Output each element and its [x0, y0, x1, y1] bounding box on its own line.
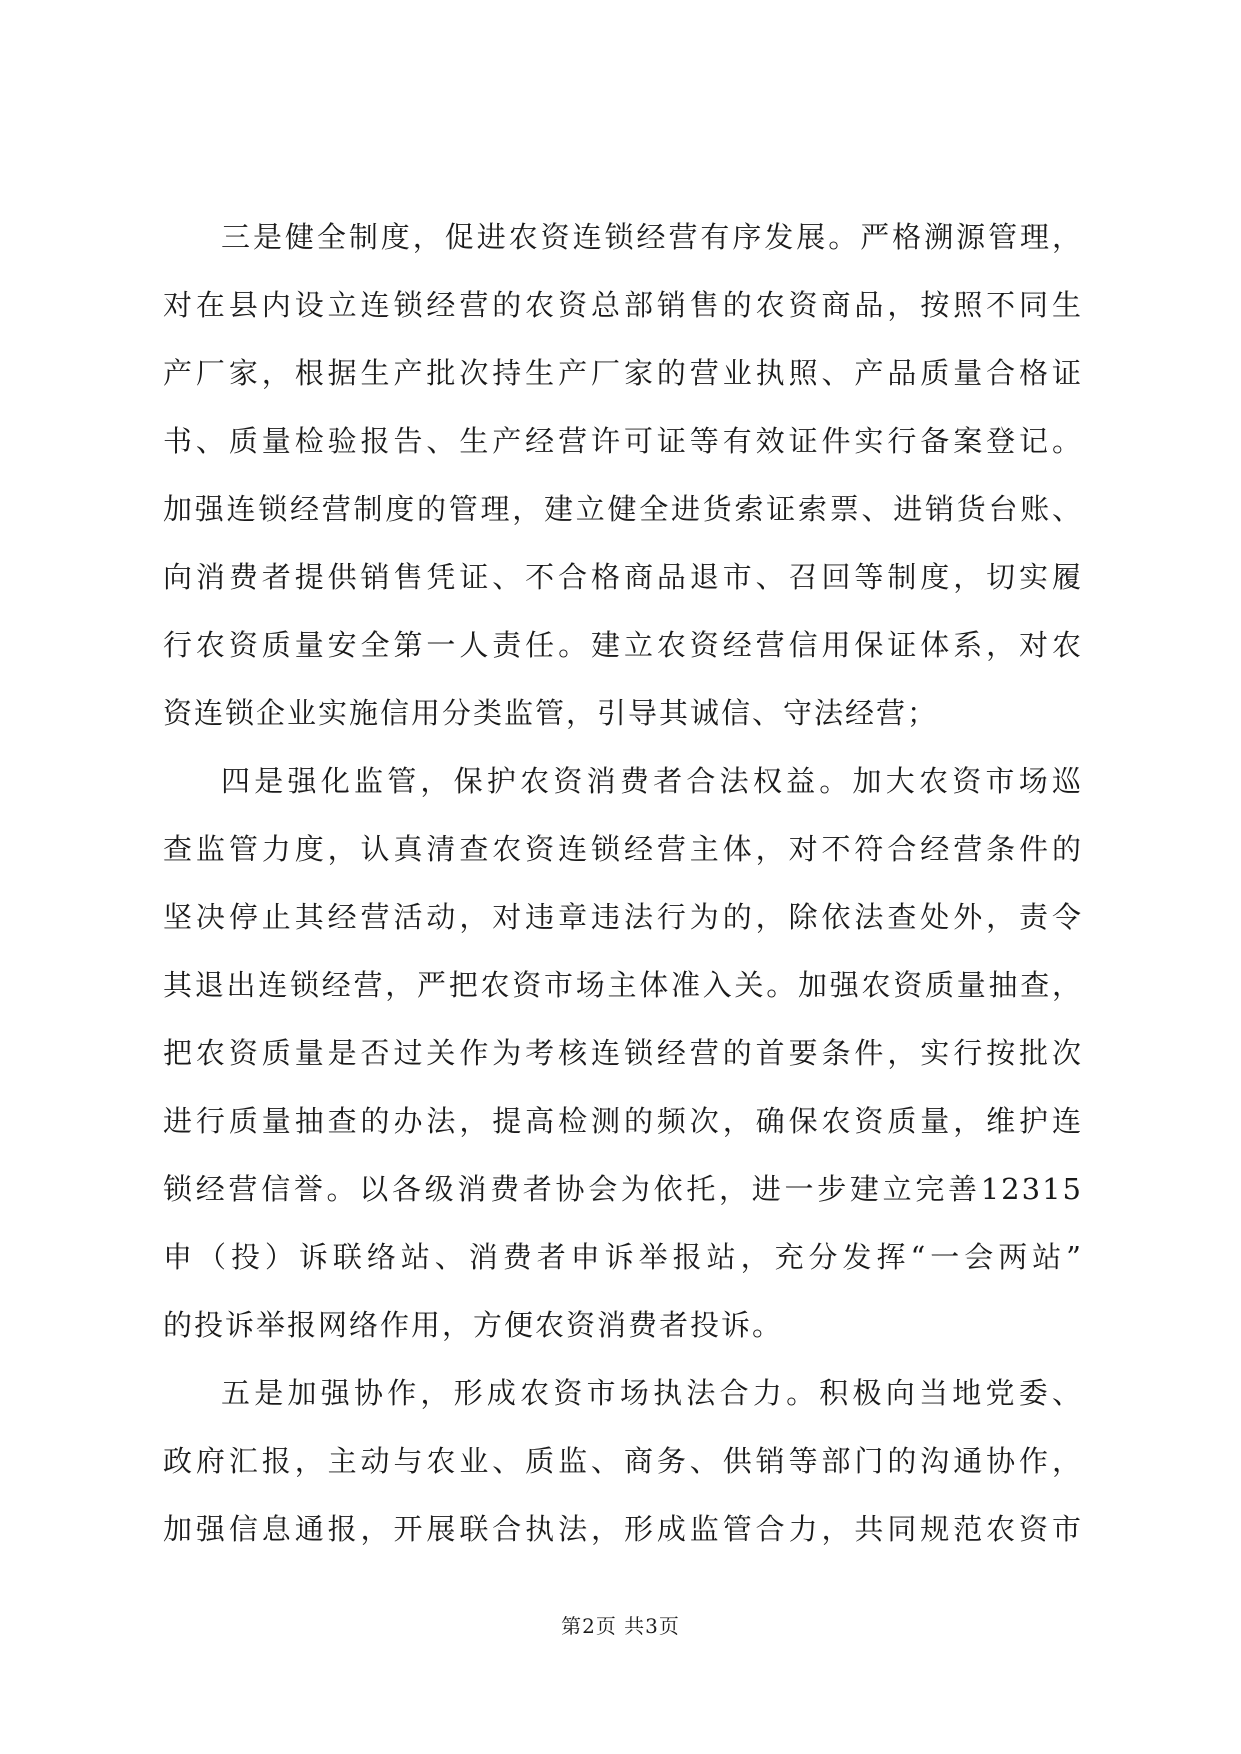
paragraph-3-line-6: 向消费者提供销售凭证、不合格商品退市、召回等制度，切实履 — [163, 560, 1083, 594]
paragraph-5-line-3: 加强信息通报，开展联合执法，形成监管合力，共同规范农资市 — [163, 1512, 1083, 1546]
paragraph-4-line-5: 把农资质量是否过关作为考核连锁经营的首要条件，实行按批次 — [163, 1036, 1083, 1070]
paragraph-3-line-8: 资连锁企业实施信用分类监管，引导其诚信、守法经营； — [163, 696, 939, 730]
paragraph-3-line-3: 产厂家，根据生产批次持生产厂家的营业执照、产品质量合格证 — [163, 356, 1083, 390]
paragraph-5-line-2: 政府汇报，主动与农业、质监、商务、供销等部门的沟通协作， — [163, 1444, 1083, 1478]
paragraph-3-line-5: 加强连锁经营制度的管理，建立健全进货索证索票、进销货台账、 — [163, 492, 1083, 526]
paragraph-3-line-1: 三是健全制度，促进农资连锁经营有序发展。严格溯源管理， — [221, 220, 1083, 254]
paragraph-4-line-1: 四是强化监管，保护农资消费者合法权益。加大农资市场巡 — [221, 764, 1083, 798]
paragraph-4-line-9: 的投诉举报网络作用，方便农资消费者投诉。 — [163, 1308, 784, 1342]
paragraph-3-line-7: 行农资质量安全第一人责任。建立农资经营信用保证体系，对农 — [163, 628, 1083, 662]
paragraph-4-line-7: 锁经营信誉。以各级消费者协会为依托，进一步建立完善12315 — [163, 1172, 1083, 1206]
paragraph-4-line-3: 坚决停止其经营活动，对违章违法行为的，除依法查处外，责令 — [163, 900, 1083, 934]
document-body — [163, 203, 1083, 1563]
paragraph-4-line-6: 进行质量抽查的办法，提高检测的频次，确保农资质量，维护连 — [163, 1104, 1083, 1138]
paragraph-4-line-8: 申（投）诉联络站、消费者申诉举报站，充分发挥“一会两站” — [163, 1240, 1083, 1274]
paragraph-4-line-4: 其退出连锁经营，严把农资市场主体准入关。加强农资质量抽查， — [163, 968, 1083, 1002]
paragraph-4-line-2: 查监管力度，认真清查农资连锁经营主体，对不符合经营条件的 — [163, 832, 1083, 866]
paragraph-3-line-4: 书、质量检验报告、生产经营许可证等有效证件实行备案登记。 — [163, 424, 1083, 458]
page-number-footer: 第2页 共3页 — [561, 1614, 680, 1638]
paragraph-3-line-2: 对在县内设立连锁经营的农资总部销售的农资商品，按照不同生 — [163, 288, 1083, 322]
paragraph-5-line-1: 五是加强协作，形成农资市场执法合力。积极向当地党委、 — [221, 1376, 1083, 1410]
